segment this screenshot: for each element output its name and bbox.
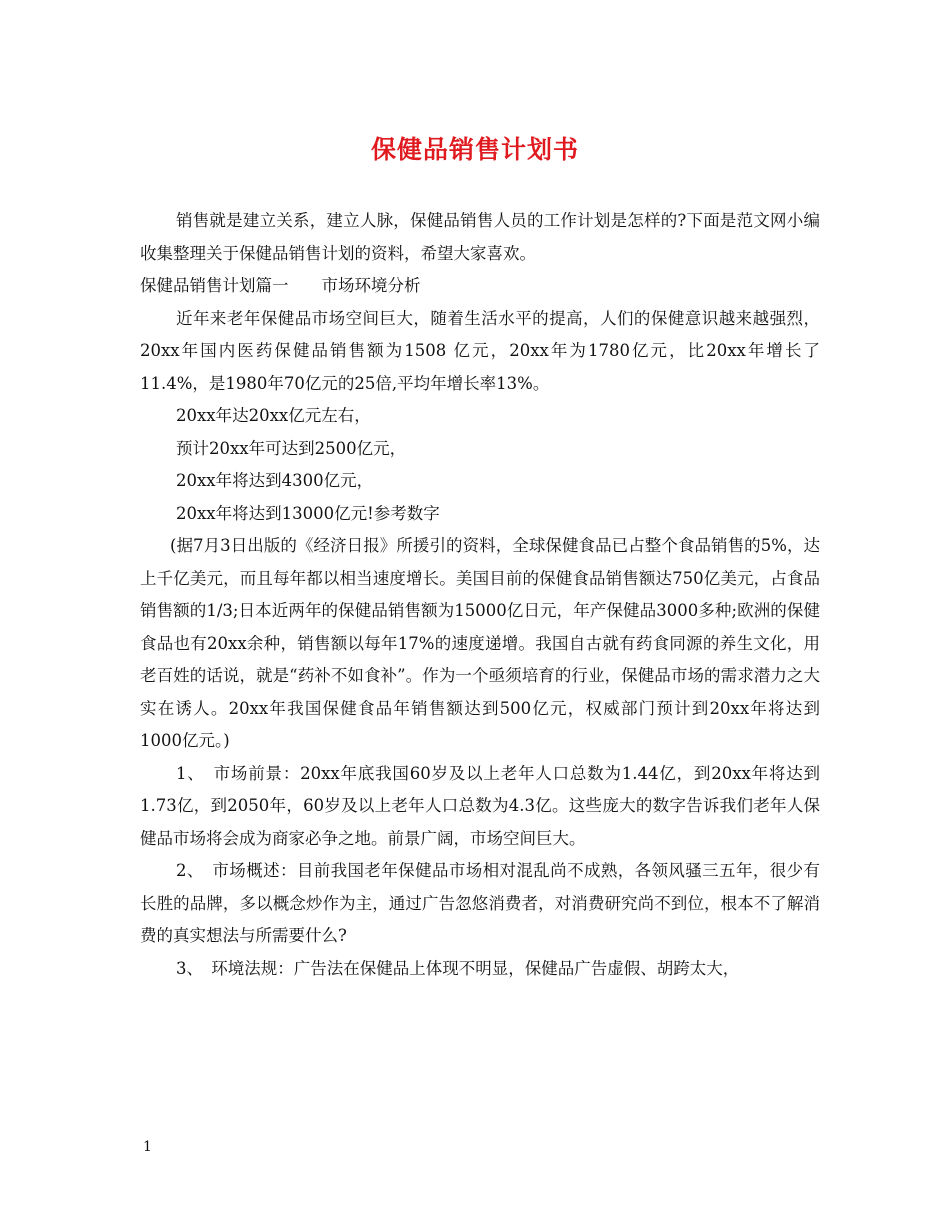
forecast-line: 预计20xx年可达到2500亿元， <box>176 438 407 458</box>
section-heading: 保健品销售计划篇一 市场环境分析 <box>140 276 421 295</box>
reference-paragraph: (据7月3日出版的《经济日报》所援引的资料，全球保健食品已占整个食品销售的5%，达上千亿美元，而且每年都以相当速度增长。美国目前的保健食品销售额达750亿美元，占食品销售额的1/3;日本近两年的保健品销售额为15000亿日元，年产保健品3000多种;欧洲的保健食品也有20xx余种，销售额以每年17%的速度递增。我国自古就有药食同源的养生文化，用老百姓的话说，就是“药补不如食补”。作为一个亟须培育的行业，保健品市场的需求潜力之大实在诱人。20xx年我国保健食品年销售额达到500亿元，权威部门预计到20xx年将达到1000亿元。) <box>140 536 820 750</box>
numbered-paragraph: 1、 市场前景：20xx年底我国60岁及以上老年人口总数为1.44亿，到20xx年将达到1.73亿，到2050年，60岁及以上老年人口总数为4.3亿。这些庞大的数字告诉我们老年人保健品市场将会成为商家必争之地。前景广阔，市场空间巨大。 <box>140 763 820 848</box>
document-body <box>140 205 820 985</box>
document-title: 保健品销售计划书 <box>370 135 579 164</box>
numbered-paragraph: 2、 市场概述：目前我国老年保健品市场相对混乱尚不成熟，各领风骚三五年，很少有长胜的品牌，多以概念炒作为主，通过广告忽悠消费者，对消费研究尚不到位，根本不了解消费的真实想法与所需要什么? <box>140 861 820 945</box>
page-number: 1 <box>143 1139 152 1155</box>
forecast-line: 20xx年将达到13000亿元!参考数字 <box>176 503 440 523</box>
forecast-line: 20xx年将达到4300亿元， <box>176 471 374 490</box>
intro-paragraph: 销售就是建立关系，建立人脉，保健品销售人员的工作计划是怎样的?下面是范文网小编收集整理关于保健品销售计划的资料，希望大家喜欢。 <box>140 211 820 263</box>
numbered-paragraph: 3、 环境法规：广告法在保健品上体现不明显，保健品广告虚假、胡跨太大， <box>176 958 740 978</box>
market-analysis-paragraph: 近年来老年保健品市场空间巨大，随着生活水平的提高，人们的保健意识越来越强烈，20xx年国内医药保健品销售额为1508 亿元，20xx年为1780亿元，比20xx年增长了11.4%，是1980年70亿元的25倍,平均年增长率13%。 <box>140 308 820 393</box>
forecast-line: 20xx年达20xx亿元左右， <box>176 406 371 425</box>
